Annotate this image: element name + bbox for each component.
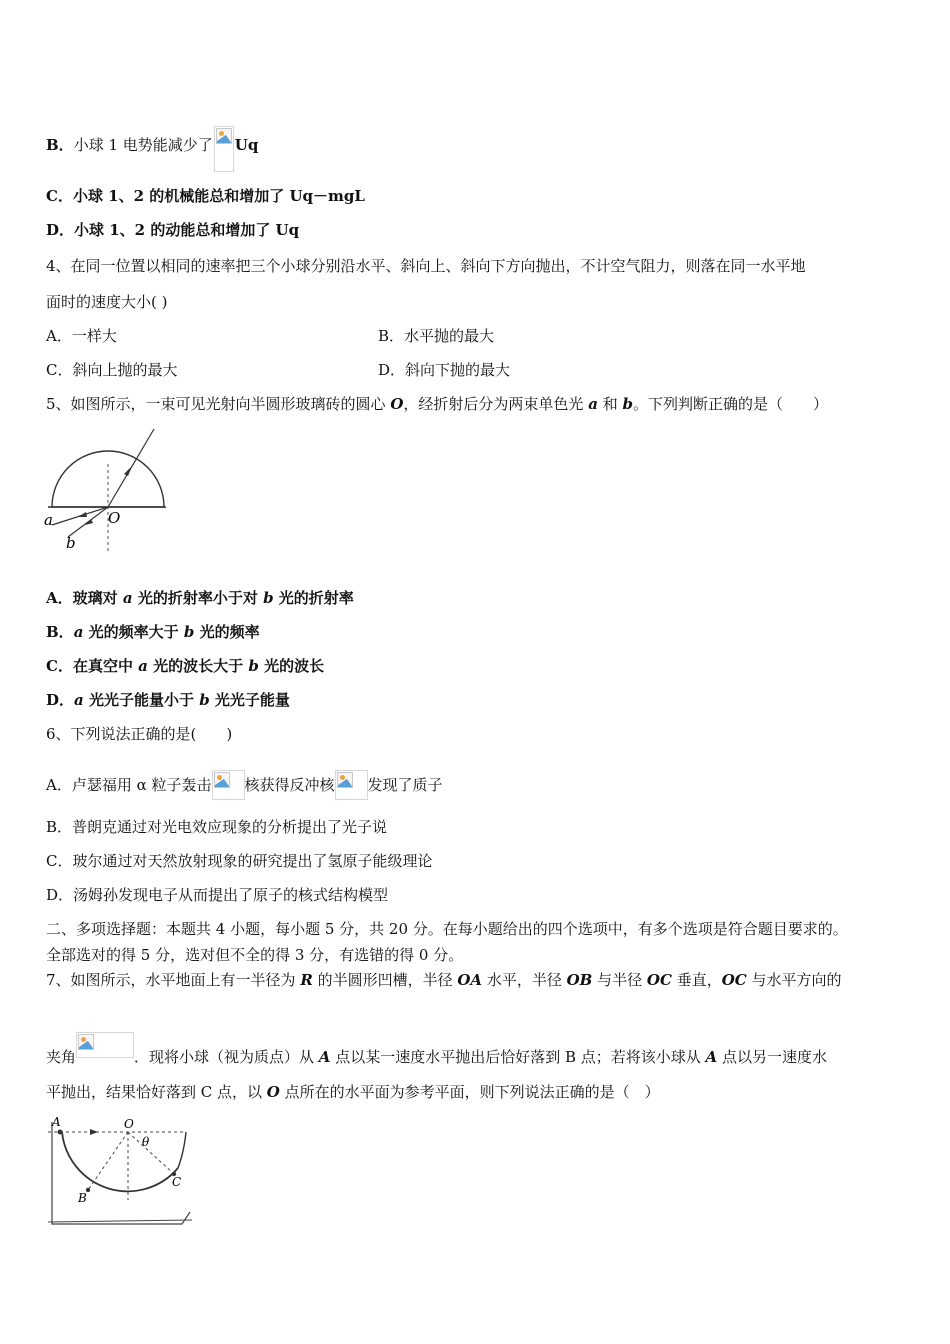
q6-option-b: B．普朗克通过对光电效应现象的分析提出了光子说 — [46, 818, 388, 836]
q6-option-c: C．玻尔通过对天然放射现象的研究提出了氢原子能级理论 — [46, 852, 433, 870]
q7-fig-label-c: C — [172, 1175, 182, 1189]
q5-option-a: A．玻璃对 a 光的折射率小于对 b 光的折射率 — [46, 589, 354, 607]
q7-stem-line3: 平抛出，结果恰好落到 C 点，以 O 点所在的水平面为参考平面，则下列说法正确的是（ ） — [46, 1083, 660, 1101]
q4-stem-line2: 面时的速度大小( ) — [46, 293, 168, 311]
section2-line2: 全部选对的得 5 分，选对但不全的得 3 分，有选错的得 0 分。 — [46, 946, 464, 964]
q5-fig-label-a: a — [44, 511, 53, 529]
broken-image-icon — [335, 770, 368, 800]
q4-option-b: B．水平抛的最大 — [378, 327, 495, 345]
q6-option-d: D．汤姆孙发现电子从而提出了原子的核式结构模型 — [46, 886, 389, 904]
q5-fig-label-b: b — [66, 534, 76, 552]
q5-option-d: D．a 光光子能量小于 b 光光子能量 — [46, 691, 290, 709]
q5-option-b: B．a 光的频率大于 b 光的频率 — [46, 623, 260, 641]
q7-fig-label-theta: θ — [142, 1135, 150, 1149]
broken-image-icon — [76, 1032, 134, 1058]
q7-stem-line1: 7、如图所示，水平地面上有一半径为 R 的半圆形凹槽，半径 OA 水平，半径 OB 与半径 OC 垂直，OC 与水平方向的 — [46, 971, 842, 989]
q6-stem: 6、下列说法正确的是( ) — [46, 725, 233, 743]
q5-stem: 5、如图所示，一束可见光射向半圆形玻璃砖的圆心 O，经折射后分为两束单色光 a 和 b。下列判断正确的是（ ） — [46, 395, 828, 413]
section2-line1: 二、多项选择题：本题共 4 小题，每小题 5 分，共 20 分。在每小题给出的四个选项中，有多个选项是符合题目要求的。 — [46, 920, 848, 938]
q4-option-d: D．斜向下抛的最大 — [378, 361, 511, 379]
q7-fig-label-b: B — [78, 1191, 87, 1205]
q3-option-b: B．小球 1 电势能减少了 Uq — [46, 126, 258, 172]
q3-option-c: C．小球 1、2 的机械能总和增加了 Uq－mgL — [46, 187, 365, 205]
q5-figure-glass-semicircle — [40, 424, 170, 554]
q3-option-b-text: 小球 1 电势能减少了 — [73, 136, 213, 154]
q7-figure-semicircular-groove — [42, 1112, 202, 1230]
q6-option-a: A．卢瑟福用 α 粒子轰击 核获得反冲核 发现了质子 — [46, 770, 443, 800]
q4-option-a: A．一样大 — [46, 327, 117, 345]
q7-fig-label-a: A — [52, 1115, 61, 1129]
q7-stem-line2: 夹角 ．现将小球（视为质点）从 A 点以某一速度水平抛出后恰好落到 B 点；若将该小球从 A 点以另一速度水 — [46, 1032, 827, 1067]
q5-option-c: C．在真空中 a 光的波长大于 b 光的波长 — [46, 657, 325, 675]
broken-image-icon — [214, 126, 234, 172]
q4-stem-line1: 4、在同一位置以相同的速率把三个小球分别沿水平、斜向上、斜向下方向抛出，不计空气阻力，则落在同一水平地 — [46, 257, 806, 275]
q5-fig-label-o: O — [108, 509, 121, 527]
q3-option-d: D．小球 1、2 的动能总和增加了 Uq — [46, 221, 300, 239]
q7-fig-label-o: O — [124, 1117, 134, 1131]
broken-image-icon — [212, 770, 245, 800]
q4-option-c: C．斜向上抛的最大 — [46, 361, 178, 379]
